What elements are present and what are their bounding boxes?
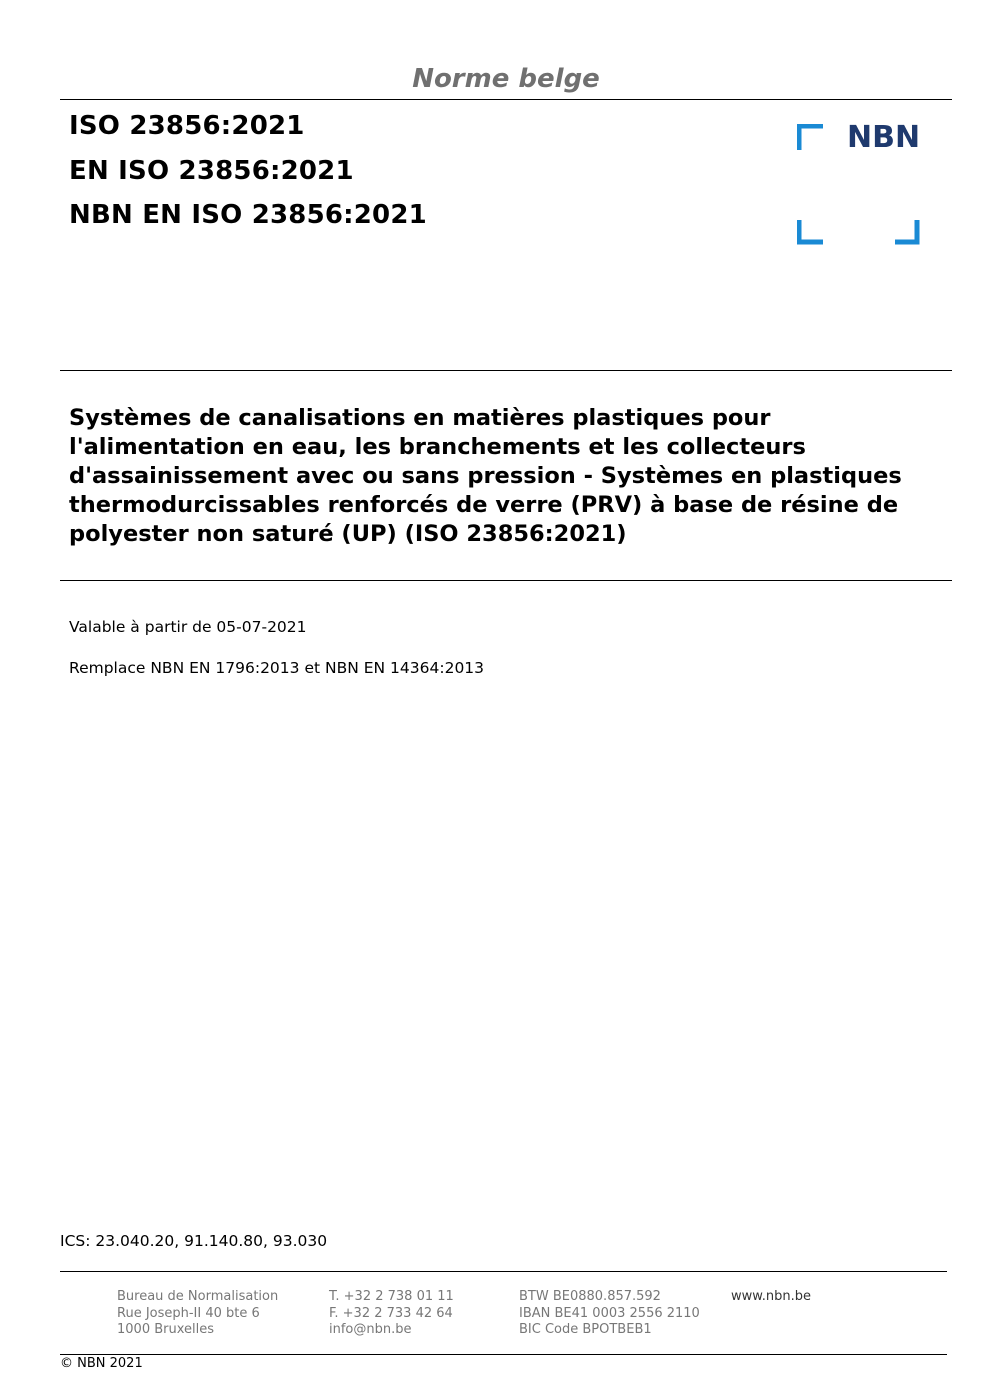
top-divider [60, 99, 952, 100]
en-iso-code: EN ISO 23856:2021 [69, 156, 354, 186]
footer-top-divider [60, 1271, 947, 1272]
title-top-divider [60, 370, 952, 371]
footer-line: Bureau de Normalisation [117, 1289, 279, 1304]
footer-banking [519, 1289, 700, 1339]
footer-fax: F. +32 2 733 42 64 [329, 1305, 453, 1321]
footer-line: Rue Joseph-II 40 bte 6 [117, 1305, 260, 1321]
footer-bic: BIC Code BPOTBEB1 [519, 1322, 652, 1337]
footer-website [731, 1289, 811, 1306]
footer-address [117, 1289, 278, 1339]
footer-bottom-divider [60, 1354, 947, 1355]
copyright-notice: © NBN 2021 [60, 1356, 143, 1371]
document-type-heading: Norme belge [412, 64, 600, 94]
iso-code: ISO 23856:2021 [69, 111, 305, 141]
nbn-en-iso-code: NBN EN ISO 23856:2021 [69, 200, 427, 230]
footer-vat: BTW BE0880.857.592 [519, 1289, 661, 1304]
footer-iban: IBAN BE41 0003 2556 2110 [519, 1305, 700, 1321]
ics-codes: ICS: 23.040.20, 91.140.80, 93.030 [60, 1232, 328, 1250]
title-bottom-divider [60, 580, 952, 581]
logo-text: NBN [847, 120, 921, 155]
footer-phone: T. +32 2 738 01 11 [329, 1289, 454, 1304]
nbn-logo [797, 120, 921, 248]
footer-contact [329, 1289, 454, 1339]
document-title: Systèmes de canalisations en matières plastiques pour l'alimentation en eau, les branchements et les collecteurs d'assainissement avec ou sans pression - Systèmes en plastiques thermodurcissables renforcés de verre (PRV) à base de résine de polyester non saturé (UP) (ISO 23856:2021) [69, 405, 902, 547]
validity-date: Valable à partir de 05-07-2021 [69, 618, 307, 636]
footer-email[interactable]: info@nbn.be [329, 1322, 412, 1337]
footer-line: 1000 Bruxelles [117, 1322, 215, 1337]
website-link[interactable]: www.nbn.be [731, 1289, 811, 1304]
replaces-note: Remplace NBN EN 1796:2013 et NBN EN 14364:2013 [69, 659, 485, 677]
